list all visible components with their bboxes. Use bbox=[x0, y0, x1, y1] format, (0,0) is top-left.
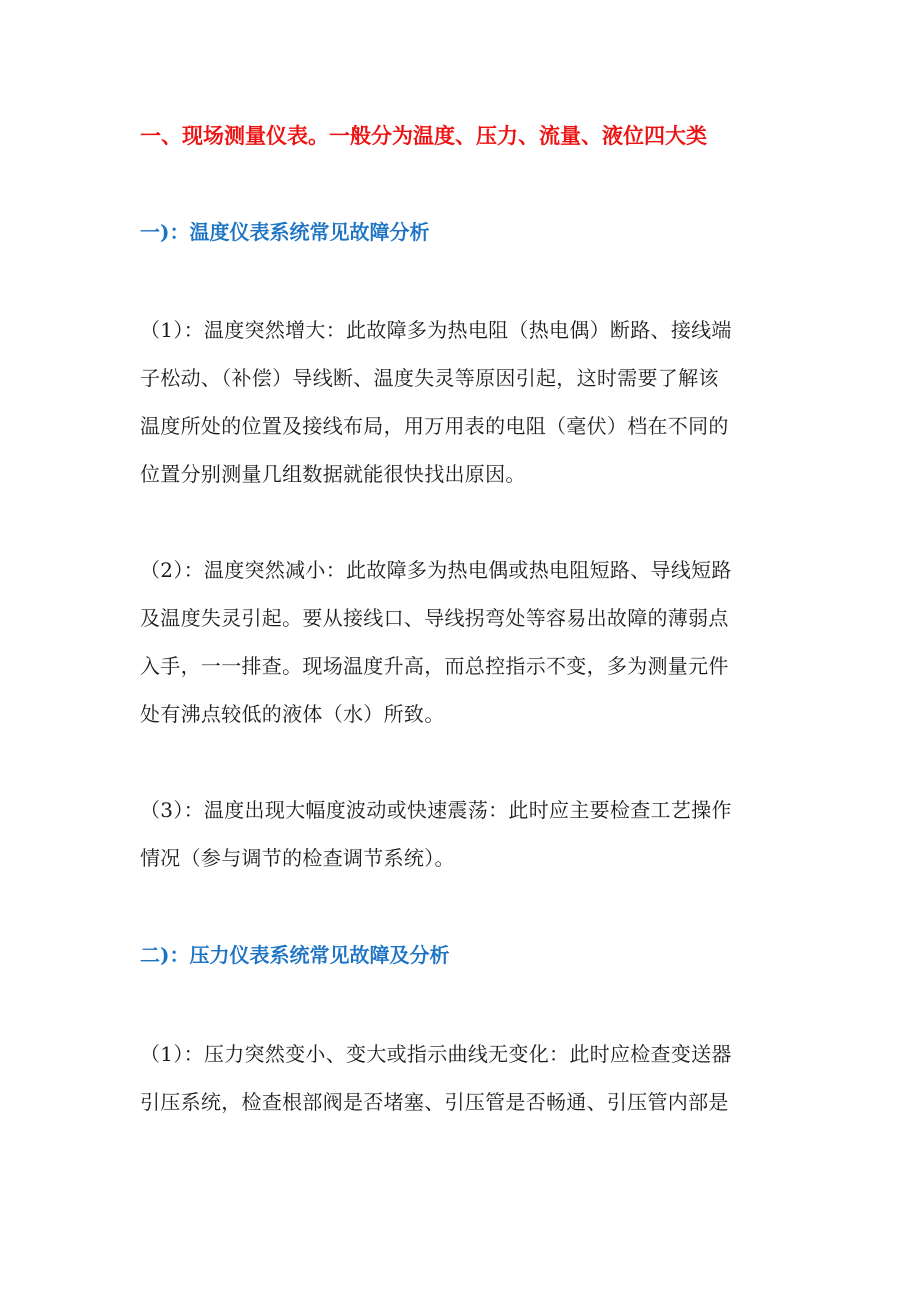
paragraph-line: （2）：温度突然减小：此故障多为热电偶或热电阻短路、导线短路 bbox=[140, 558, 732, 582]
section-temperature-title: 一)：温度仪表系统常见故障分析 bbox=[140, 220, 430, 244]
section-pressure-title: 二)：压力仪表系统常见故障及分析 bbox=[140, 943, 450, 967]
paragraph-line: 入手，一一排查。现场温度升高，而总控指示不变，多为测量元件 bbox=[140, 654, 729, 678]
paragraph-pressure-1 bbox=[140, 1030, 790, 1126]
paragraph-line: 子松动、（补偿）导线断、温度失灵等原因引起，这时需要了解该 bbox=[140, 366, 719, 390]
paragraph-line: 位置分别测量几组数据就能很快找出原因。 bbox=[140, 462, 526, 486]
paragraph-line: （3）：温度出现大幅度波动或快速震荡：此时应主要检查工艺操作 bbox=[140, 798, 732, 822]
paragraph-line: 情况（参与调节的检查调节系统）。 bbox=[140, 846, 455, 870]
paragraph-temp-3 bbox=[140, 786, 790, 882]
main-heading: 一、现场测量仪表。一般分为温度、压力、流量、液位四大类 bbox=[140, 123, 707, 148]
paragraph-line: 温度所处的位置及接线布局，用万用表的电阻（毫伏）档在不同的 bbox=[140, 414, 729, 438]
paragraph-line: 处有沸点较低的液体（水）所致。 bbox=[140, 702, 445, 726]
paragraph-line: 引压系统，检查根部阀是否堵塞、引压管是否畅通、引压管内部是 bbox=[140, 1090, 729, 1114]
paragraph-temp-2 bbox=[140, 546, 790, 738]
paragraph-line: （1）：温度突然增大：此故障多为热电阻（热电偶）断路、接线端 bbox=[140, 318, 732, 342]
paragraph-line: 及温度失灵引起。要从接线口、导线拐弯处等容易出故障的薄弱点 bbox=[140, 606, 729, 630]
paragraph-temp-1 bbox=[140, 306, 790, 498]
paragraph-line: （1）：压力突然变小、变大或指示曲线无变化：此时应检查变送器 bbox=[140, 1042, 732, 1066]
